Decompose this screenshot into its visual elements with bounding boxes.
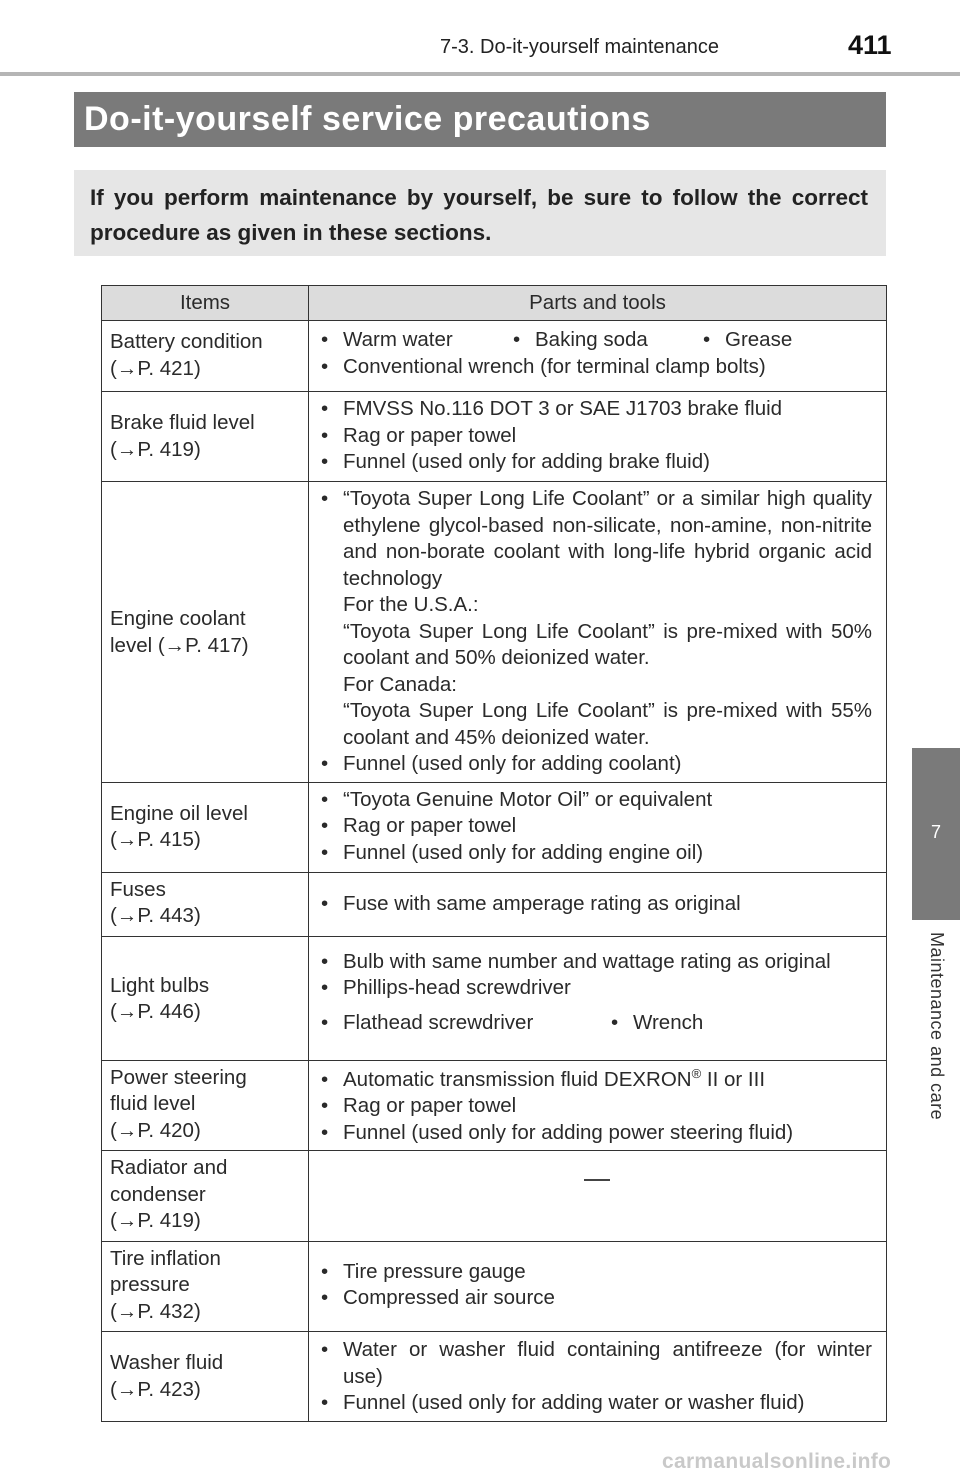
item-page-ref: (→P. 423)	[110, 1377, 201, 1401]
item-label: Fuses	[110, 877, 166, 901]
table-row	[102, 1151, 887, 1242]
item-page-ref: (→P. 415)	[110, 828, 201, 851]
empty-dash	[584, 1179, 610, 1181]
parts-cell	[309, 482, 887, 783]
header-rule	[0, 72, 960, 76]
part-item: • Rag or paper towel	[321, 1093, 872, 1120]
parts-table	[101, 285, 887, 1422]
item-cell	[102, 782, 309, 872]
canada-label: For Canada:	[343, 672, 457, 696]
item-label: Brake fluid level	[110, 411, 255, 434]
item-label: Power steering	[110, 1065, 247, 1089]
usa-text: “Toyota Super Long Life Coolant” is pre-mixed with 50% coolant and 50% deionized water.	[343, 619, 872, 669]
parts-cell	[309, 321, 887, 392]
item-cell	[102, 1151, 309, 1242]
part-item: • Tire pressure gauge	[321, 1259, 872, 1286]
item-label: Engine oil level	[110, 801, 248, 825]
part-item	[321, 1067, 872, 1094]
item-page-ref: (→P. 446)	[110, 1000, 201, 1023]
part-item: • Funnel (used only for adding engine oil)	[321, 840, 872, 867]
chapter-label: Maintenance and care	[927, 932, 947, 1121]
part-item: • Conventional wrench (for terminal clamp bolts)	[321, 354, 872, 381]
column-header-items: Items	[102, 286, 309, 321]
parts-cell	[309, 392, 887, 482]
item-label: fluid level	[110, 1092, 196, 1115]
part-item: • Funnel (used only for adding power steering fluid)	[321, 1120, 872, 1147]
part-item: • Compressed air source	[321, 1285, 872, 1312]
item-page-ref: (→P. 421)	[110, 356, 201, 380]
column-header-parts: Parts and tools	[309, 286, 887, 321]
item-page-ref: (→P. 432)	[110, 1299, 201, 1323]
table-row	[102, 482, 887, 783]
item-label: Light bulbs	[110, 973, 210, 997]
coolant-spec: “Toyota Super Long Life Coolant” or a similar high quality ethylene glycol-based non-silicate, non-amine, non-nitrite and non-borate coolant with long-life hybrid organic acid technology	[343, 487, 872, 590]
part-item: • Rag or paper towel	[321, 813, 872, 840]
canada-text: “Toyota Super Long Life Coolant” is pre-mixed with 55% coolant and 45% deionized water.	[343, 699, 872, 749]
parts-cell	[309, 1241, 887, 1332]
part-item: • “Toyota Genuine Motor Oil” or equivalent	[321, 787, 872, 814]
item-page-ref: (→P. 419)	[110, 437, 201, 461]
part-item	[321, 486, 872, 751]
item-label: Tire inflation	[110, 1246, 221, 1270]
watermark: carmanualsonline.info	[662, 1450, 892, 1473]
part-item: • Wrench	[611, 1010, 703, 1037]
item-label: Engine coolant	[110, 607, 246, 631]
item-cell	[102, 1332, 309, 1422]
part-item: • Grease	[703, 327, 792, 354]
item-label: Washer fluid	[110, 1351, 224, 1374]
part-item: • Bulb with same number and wattage rating as original	[321, 949, 872, 976]
item-label: Battery condition	[110, 330, 263, 353]
part-item: • Fuse with same amperage rating as original	[321, 891, 872, 918]
chapter-number: 7	[930, 822, 941, 842]
parts-cell	[309, 872, 887, 936]
chapter-label-tab	[912, 920, 960, 1160]
registered-mark: ®	[691, 1065, 702, 1081]
part-item: • Rag or paper towel	[321, 423, 872, 450]
item-cell	[102, 1241, 309, 1332]
item-label: condenser	[110, 1182, 206, 1206]
item-cell	[102, 1060, 309, 1151]
table-row	[102, 321, 887, 392]
part-item: • Funnel (used only for adding brake fluid)	[321, 449, 872, 476]
table-row	[102, 1060, 887, 1151]
page-number: 411	[848, 30, 892, 60]
header-section-title: 7-3. Do-it-yourself maintenance	[440, 36, 720, 58]
part-item: • Warm water	[321, 327, 513, 354]
item-page-ref: (→P. 419)	[110, 1209, 201, 1232]
item-cell	[102, 321, 309, 392]
parts-cell	[309, 936, 887, 1060]
item-cell	[102, 392, 309, 482]
item-cell	[102, 482, 309, 783]
parts-cell	[309, 1151, 887, 1242]
item-label: Radiator and	[110, 1156, 228, 1179]
item-label: pressure	[110, 1273, 190, 1296]
part-item: • Baking soda	[513, 327, 703, 354]
item-cell	[102, 872, 309, 936]
table-row	[102, 1332, 887, 1422]
table-row	[102, 872, 887, 936]
parts-cell	[309, 782, 887, 872]
part-item: • Phillips-head screwdriver	[321, 975, 872, 1002]
atf-name: Automatic transmission fluid DEXRON	[343, 1067, 692, 1091]
item-page-ref: (→P. 443)	[110, 904, 201, 927]
part-item: • Flathead screwdriver	[321, 1010, 611, 1037]
atf-grade: II or III	[701, 1067, 766, 1091]
usa-label: For the U.S.A.:	[343, 593, 479, 616]
parts-cell	[309, 1060, 887, 1151]
part-item: • Funnel (used only for adding coolant)	[321, 751, 872, 778]
part-item: • Funnel (used only for adding water or washer fluid)	[321, 1390, 872, 1417]
table-row	[102, 936, 887, 1060]
table-row	[102, 392, 887, 482]
chapter-tab[interactable]	[912, 748, 960, 920]
table-row	[102, 782, 887, 872]
intro-box: If you perform maintenance by yourself, be sure to follow the correct procedure as given in these sections.	[74, 170, 886, 256]
item-page-ref: level (→P. 417)	[110, 633, 249, 657]
parts-cell	[309, 1332, 887, 1422]
part-item: • Water or washer fluid containing antifreeze (for winter use)	[321, 1337, 872, 1390]
item-cell	[102, 936, 309, 1060]
table-header-row	[102, 286, 887, 321]
table-row	[102, 1241, 887, 1332]
item-page-ref: (→P. 420)	[110, 1118, 201, 1142]
section-banner: Do-it-yourself service precautions	[74, 92, 886, 147]
part-item: • FMVSS No.116 DOT 3 or SAE J1703 brake fluid	[321, 396, 872, 423]
